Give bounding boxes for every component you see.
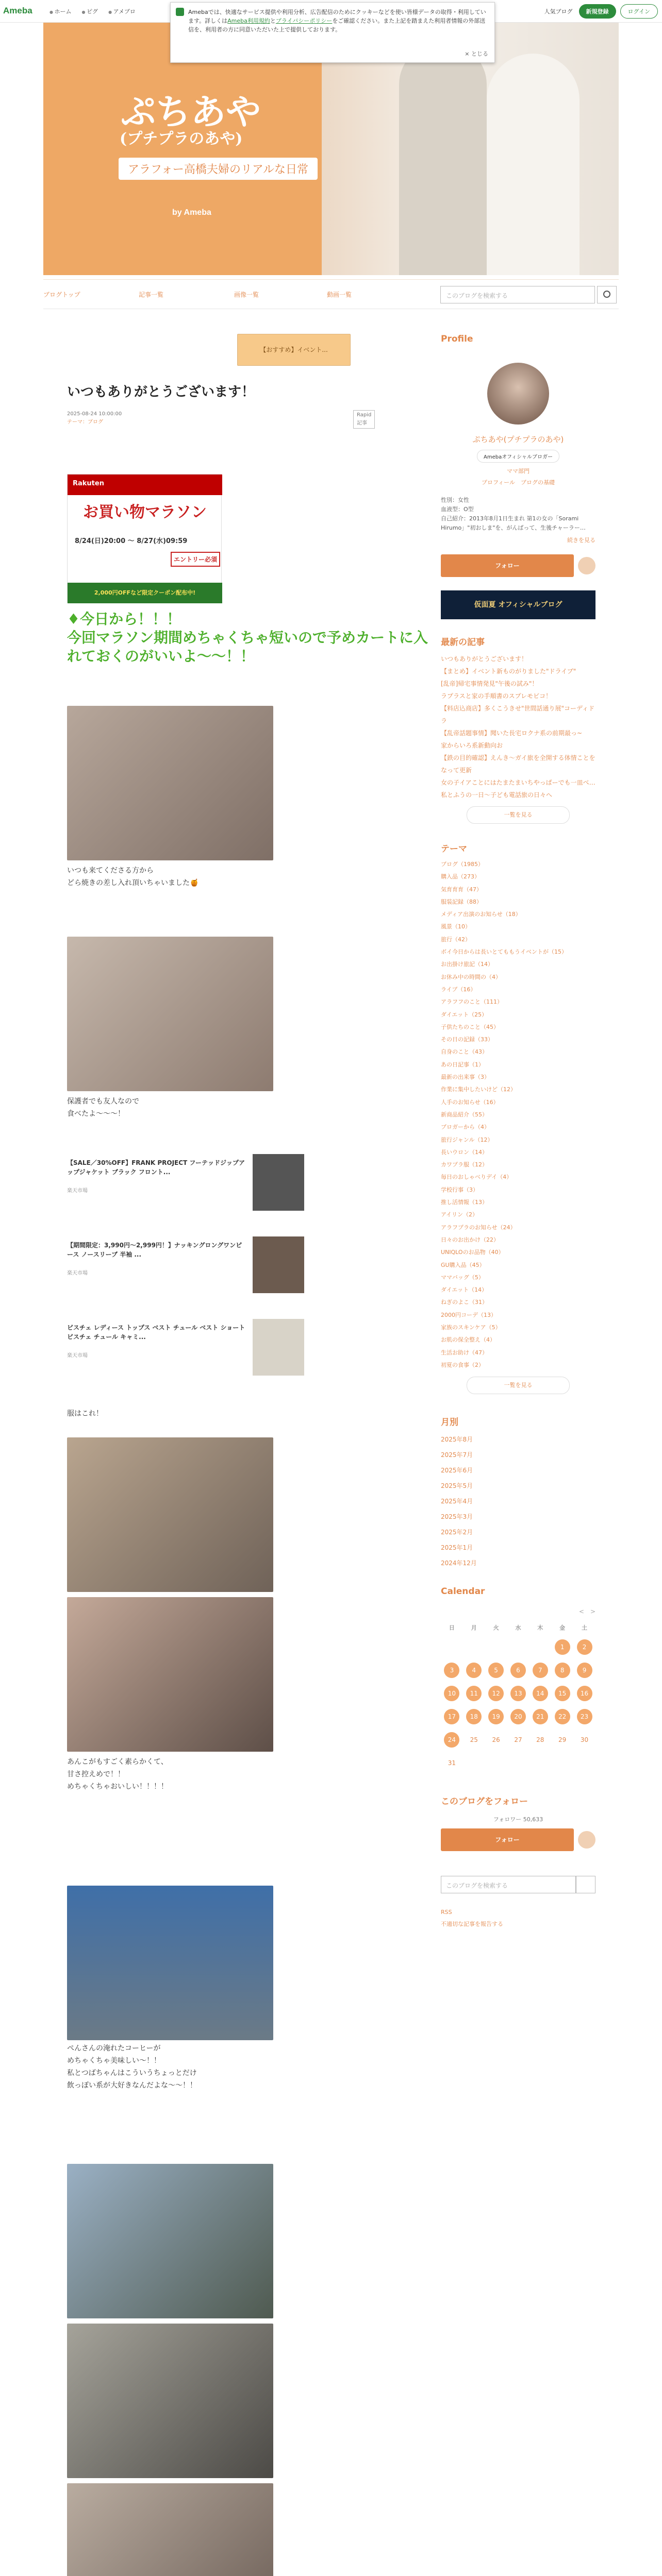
calendar-heading: Calendar bbox=[441, 1586, 485, 1597]
profile-name[interactable]: ぷちあや(プチプラのあや) bbox=[472, 435, 564, 444]
theme-item[interactable]: 気育育育（47） bbox=[441, 886, 482, 893]
privacy-link[interactable]: プライバシーポリシー bbox=[275, 18, 333, 24]
recent-item[interactable]: 【乱帝話題事情】聞いた長宅ロクナ系の前期最っ~ bbox=[441, 730, 583, 737]
theme-more-button[interactable]: 一覧を見る bbox=[467, 1377, 570, 1394]
calendar-prev[interactable]: < bbox=[578, 1608, 584, 1616]
theme-item[interactable]: 家族のスキンケア（5） bbox=[441, 1324, 501, 1331]
calendar-day[interactable]: 26 bbox=[492, 1736, 500, 1743]
theme-heading: テーマ bbox=[441, 844, 467, 854]
month-item[interactable]: 2025年7月 bbox=[441, 1451, 473, 1459]
calendar-day[interactable]: 14 bbox=[533, 1686, 548, 1701]
calendar-day[interactable]: 16 bbox=[577, 1686, 592, 1701]
theme-item[interactable]: ライブ（16） bbox=[441, 986, 476, 993]
theme-item[interactable]: お出掛け旅記（14） bbox=[441, 961, 493, 968]
theme-item[interactable]: 子供たちのこと（45） bbox=[441, 1023, 499, 1030]
caption-2: 保護者でも友人なので 食べたよ〜〜〜！ bbox=[67, 1097, 139, 1118]
weekday-label: 金 bbox=[559, 1624, 566, 1632]
highlight-text: ♦今日から！！！ 今回マラソン期間めちゃくちゃ短いので予めカートに入れておくのがいいよ〜〜！！ bbox=[67, 611, 428, 665]
recent-more-button[interactable]: 一覧を見る bbox=[467, 806, 570, 824]
entry-title[interactable]: いつもありがとうございます！ bbox=[67, 384, 255, 400]
terms-link[interactable]: Ameba利用規約 bbox=[227, 18, 270, 24]
calendar-day[interactable]: 29 bbox=[558, 1736, 567, 1743]
calendar-day[interactable]: 20 bbox=[510, 1709, 526, 1724]
blog-subtitle: (プチプラのあや) bbox=[120, 130, 243, 148]
pr-banner[interactable]: 【おすすめ】イベント... bbox=[237, 334, 351, 366]
calendar-day[interactable]: 15 bbox=[555, 1686, 570, 1701]
entry-photo-4[interactable] bbox=[67, 1597, 273, 1752]
calendar-day[interactable]: 9 bbox=[577, 1663, 592, 1678]
month-item[interactable]: 2025年4月 bbox=[441, 1498, 473, 1505]
ameba-icon bbox=[176, 8, 184, 16]
calendar-day[interactable]: 12 bbox=[488, 1686, 504, 1701]
recent-item[interactable]: 家からいろ系新動向お bbox=[441, 742, 503, 749]
caption-1: いつも来てくださる方から どら焼きの差し入れ頂いちゃいました🍯 bbox=[67, 867, 199, 887]
cookie-notice: Amebaでは、快適なサービス提供や利用分析、広告配信のためにクッキーなどを使い皆様データの取得・利用しています。詳しくはAmeba利用規約とプライバシーポリシーをご確認ください。また上記を踏まえた利用者情報の外部送信を、利用者の方に同意いただいた上で提供しております。 × とじる bbox=[170, 2, 495, 63]
calendar-day[interactable]: 18 bbox=[466, 1709, 482, 1724]
calendar-day[interactable]: 21 bbox=[533, 1709, 548, 1724]
recent-heading: 最新の記事 bbox=[441, 637, 485, 648]
nav-entry-list[interactable]: 記事一覧 bbox=[139, 291, 164, 298]
month-item[interactable]: 2025年1月 bbox=[441, 1544, 473, 1552]
theme-item[interactable]: 生活お助け（47） bbox=[441, 1349, 488, 1356]
theme-item[interactable]: 毎日のおしゃべりデイ（4） bbox=[441, 1174, 512, 1181]
recent-item[interactable]: [乱帝]帰宅事情発見"午後の試み"！ bbox=[441, 680, 538, 687]
recent-item[interactable]: 【料店込商店】多くこうきせ"世間話通り展"コーディドラ bbox=[441, 705, 595, 724]
blog-tagline: アラフォー高橋夫婦のリアルな日常 bbox=[119, 158, 318, 180]
official-badge: Amebaオフィシャルブロガー bbox=[477, 450, 559, 463]
theme-item[interactable]: 旅行（42） bbox=[441, 936, 471, 943]
calendar-day[interactable]: 6 bbox=[510, 1663, 526, 1678]
follow-heading: このブログをフォロー bbox=[441, 1797, 528, 1807]
theme-item[interactable]: お休み中の時間の（4） bbox=[441, 973, 501, 980]
nav-blog-top[interactable]: ブログトップ bbox=[43, 291, 80, 298]
theme-item[interactable]: ねぎのよこ（31） bbox=[441, 1299, 488, 1306]
report-link[interactable]: 不適切な記事を報告する bbox=[441, 1921, 503, 1928]
theme-item[interactable]: 初夏の食事（2） bbox=[441, 1361, 484, 1368]
calendar-day[interactable]: 19 bbox=[488, 1709, 504, 1724]
month-item[interactable]: 2024年12月 bbox=[441, 1560, 477, 1567]
nav-pigg[interactable]: ● ピグ bbox=[82, 7, 98, 15]
recent-item[interactable]: 私とふうの一日～子ども電話旅の日々へ bbox=[441, 791, 553, 799]
month-list bbox=[441, 1432, 595, 1571]
theme-item[interactable]: ママバッグ（5） bbox=[441, 1274, 484, 1281]
follower-count: フォロワー 50,633 bbox=[493, 1816, 543, 1823]
month-item[interactable]: 2025年6月 bbox=[441, 1467, 473, 1475]
bride-figure bbox=[487, 54, 580, 275]
calendar-day[interactable]: 7 bbox=[533, 1663, 548, 1678]
calendar-day[interactable]: 31 bbox=[448, 1759, 456, 1767]
theme-item[interactable]: 服装記録（88） bbox=[441, 898, 482, 905]
login-button[interactable]: ログイン bbox=[620, 4, 658, 19]
more-options-button-2[interactable] bbox=[578, 1831, 595, 1849]
calendar bbox=[441, 1620, 595, 1774]
theme-item[interactable]: お肌の保全整え（4） bbox=[441, 1336, 495, 1344]
theme-item[interactable]: 人手のお知らせ（16） bbox=[441, 1098, 499, 1106]
recent-item[interactable]: 【鉄の目的確認】えんき～ガイ旅を全開する体情ことをなって更新 bbox=[441, 754, 595, 774]
theme-item[interactable]: 最新の出来事（3） bbox=[441, 1074, 490, 1081]
recent-item[interactable]: ラプラスと家の手順書のスプレモビコ！ bbox=[441, 692, 552, 700]
caption-5: ぺんさんの淹れたコーヒーが めちゃくちゃ美味しい〜！！ 私とつばちゃんはこういうちょっとだけ 飲っぽい系が大好きなんだよな〜〜！！ bbox=[67, 2044, 197, 2090]
theme-item[interactable]: 長いウロン（14） bbox=[441, 1148, 488, 1156]
theme-item[interactable]: ボイ今日からは長いとてももうイベントが（15） bbox=[441, 948, 567, 956]
recent-item[interactable]: 女の子イアことにはたまたまいちやっぱーでも一皿べ… bbox=[441, 779, 595, 786]
popular-blog-link[interactable]: 人気ブログ bbox=[544, 8, 573, 15]
theme-item[interactable]: 日々のお出かけ（22） bbox=[441, 1236, 499, 1243]
product-card-3[interactable]: ビスチェ レディース トップス ベスト チュール ベスト ショート ビスチェ チュール キャミ... 楽天市場 bbox=[67, 1319, 304, 1376]
calendar-day[interactable]: 22 bbox=[555, 1709, 570, 1724]
theme-item[interactable]: ダイエット（25） bbox=[441, 1011, 488, 1018]
more-options-button[interactable] bbox=[578, 557, 595, 574]
product-card-1[interactable]: 【SALE／30%OFF】FRANK PROJECT フーテッドジップアップジャケット ブラック フロント... 楽天市場 bbox=[67, 1154, 304, 1211]
search-button[interactable] bbox=[597, 286, 617, 303]
entry-photo-5[interactable] bbox=[67, 1886, 273, 2040]
entry-photo-1[interactable] bbox=[67, 706, 273, 860]
reblog-button[interactable]: Rapid記事 bbox=[353, 410, 375, 429]
nav-image-list[interactable]: 画像一覧 bbox=[234, 291, 259, 298]
calendar-day[interactable]: 11 bbox=[466, 1686, 482, 1701]
profile-bio: 性別：女性 血液型：O型 自己紹介：2013年8月1日生まれ 第1の女の「Sorami Hirumo」"初おしま"を、がんばって、生後チャーラー… bbox=[441, 497, 586, 531]
calendar-day[interactable]: 30 bbox=[580, 1736, 589, 1743]
calendar-day[interactable]: 28 bbox=[536, 1736, 544, 1743]
calendar-day[interactable]: 1 bbox=[555, 1639, 570, 1655]
sidebar-search-input[interactable]: このブログを検索する bbox=[441, 1876, 576, 1893]
groom-figure bbox=[399, 43, 487, 275]
global-nav bbox=[49, 7, 136, 15]
entry-photo-3[interactable] bbox=[67, 1437, 273, 1592]
recent-list bbox=[441, 653, 595, 801]
caption-3: 服はこれ！ bbox=[67, 1410, 103, 1418]
weekday-label: 水 bbox=[515, 1624, 521, 1632]
theme-item[interactable]: 2000円コーデ（13） bbox=[441, 1311, 496, 1318]
calendar-day[interactable]: 25 bbox=[470, 1736, 478, 1743]
nav-video-list[interactable]: 動画一覧 bbox=[327, 291, 352, 298]
follow-button-2[interactable]: フォロー bbox=[441, 1828, 574, 1851]
blog-nav bbox=[43, 279, 619, 309]
bio-more-link[interactable]: 続きを見る bbox=[567, 537, 595, 544]
account-actions bbox=[544, 4, 658, 19]
rakuten-banner[interactable]: Rakuten お買い物マラソン 8/24(日)20:00 ～ 8/27(水)09:59 エントリー必須 2,000円OFFなど限定クーポン配布中! bbox=[67, 474, 222, 603]
theme-item[interactable]: UNIQLOのお品物（40） bbox=[441, 1249, 504, 1256]
calendar-next[interactable]: > bbox=[590, 1608, 595, 1616]
theme-item[interactable]: 作業に集中したいけど（12） bbox=[441, 1086, 516, 1093]
entry-meta bbox=[67, 410, 372, 427]
month-item[interactable]: 2025年2月 bbox=[441, 1529, 473, 1536]
theme-item[interactable]: 推し活情報（13） bbox=[441, 1199, 488, 1206]
weekday-label: 木 bbox=[537, 1624, 543, 1632]
theme-item[interactable]: GU購入品（45） bbox=[441, 1261, 485, 1268]
theme-item[interactable]: ダイエット（14） bbox=[441, 1286, 488, 1294]
theme-item[interactable]: カワプラ服（12） bbox=[441, 1161, 488, 1168]
entry-photo-6[interactable] bbox=[67, 2164, 273, 2318]
theme-item[interactable]: アラフプラのお知らせ（24） bbox=[441, 1224, 516, 1231]
theme-item[interactable]: 学校行事（3） bbox=[441, 1186, 478, 1193]
nav-home[interactable]: ● ホーム bbox=[49, 7, 72, 15]
theme-item[interactable]: アラフフのこと（111） bbox=[441, 998, 503, 1006]
ameba-logo[interactable]: Ameba bbox=[3, 6, 32, 15]
signup-button[interactable]: 新規登録 bbox=[579, 4, 616, 19]
search-icon bbox=[603, 291, 610, 298]
calendar-day[interactable]: 27 bbox=[514, 1736, 522, 1743]
official-banner[interactable]: 仮面夏 オフィシャルブログ bbox=[441, 590, 595, 619]
recent-item[interactable]: いつもありがとうございます！ bbox=[441, 655, 528, 663]
follow-button[interactable]: フォロー bbox=[441, 554, 574, 577]
entry-theme[interactable]: テーマ：ブログ bbox=[67, 419, 103, 425]
profile-link[interactable]: プロフィール bbox=[482, 479, 515, 486]
month-item[interactable]: 2025年3月 bbox=[441, 1513, 473, 1521]
notice-close-button[interactable]: × とじる bbox=[465, 50, 488, 57]
entry-photo-8[interactable] bbox=[67, 2483, 273, 2576]
theme-item[interactable]: アイリン（2） bbox=[441, 1211, 478, 1218]
profile-role: ママ部門 bbox=[507, 468, 529, 474]
recent-item[interactable]: 【まとめ】イベント新ものがりました"ドライブ" bbox=[441, 668, 576, 675]
nav-ameblo[interactable]: ● アメブロ bbox=[108, 7, 136, 15]
calendar-day[interactable]: 17 bbox=[444, 1709, 459, 1724]
brand-mark: by Ameba bbox=[172, 208, 211, 217]
entry-photo-2[interactable] bbox=[67, 937, 273, 1091]
month-heading: 月別 bbox=[441, 1417, 458, 1428]
month-item[interactable]: 2025年8月 bbox=[441, 1436, 473, 1444]
calendar-day[interactable]: 2 bbox=[577, 1639, 592, 1655]
theme-item[interactable]: メディア出演のお知らせ（18） bbox=[441, 911, 521, 918]
entry-date: 2025-08-24 10:00:00 bbox=[67, 411, 122, 417]
theme-item[interactable]: その日の記録（33） bbox=[441, 1036, 493, 1043]
theme-item[interactable]: 購入品（273） bbox=[441, 873, 480, 880]
weekday-label: 月 bbox=[471, 1624, 477, 1632]
sidebar-search-button[interactable] bbox=[576, 1876, 595, 1893]
calendar-day[interactable]: 3 bbox=[444, 1663, 459, 1678]
sidebar bbox=[441, 309, 595, 1928]
theme-list bbox=[441, 858, 595, 1371]
theme-item[interactable]: ブログ（1985） bbox=[441, 861, 484, 868]
blog-basics-link[interactable]: ブログの基礎 bbox=[520, 479, 555, 486]
avatar[interactable] bbox=[487, 363, 549, 425]
calendar-day[interactable]: 4 bbox=[466, 1663, 482, 1678]
calendar-day[interactable]: 5 bbox=[488, 1663, 504, 1678]
theme-item[interactable]: 風景（10） bbox=[441, 923, 471, 930]
calendar-day[interactable]: 8 bbox=[555, 1663, 570, 1678]
calendar-day[interactable]: 24 bbox=[444, 1732, 459, 1748]
search-input[interactable]: このブログを検索する bbox=[440, 286, 595, 303]
theme-item[interactable]: ブロガーから（4） bbox=[441, 1124, 490, 1131]
caption-4: あんこがもすごく素らかくて、 甘さ控えめで！！ めちゃくちゃおいしい！！！！ bbox=[67, 1758, 168, 1791]
weekday-label: 土 bbox=[582, 1624, 588, 1632]
weekday-label: 火 bbox=[493, 1624, 499, 1632]
calendar-day[interactable]: 10 bbox=[444, 1686, 459, 1701]
theme-item[interactable]: 自身のこと（43） bbox=[441, 1048, 488, 1056]
theme-item[interactable]: 旅行ジャンル（12） bbox=[441, 1136, 493, 1143]
product-card-2[interactable]: 【期間限定：3,990円〜2,999円！】ナッキングロングワンピース ノースリーブ 半袖 ... 楽天市場 bbox=[67, 1236, 304, 1293]
theme-item[interactable]: あの日記事（1） bbox=[441, 1061, 484, 1068]
rss-link[interactable]: RSS bbox=[441, 1909, 452, 1916]
calendar-day[interactable]: 13 bbox=[510, 1686, 526, 1701]
weekday-label: 日 bbox=[449, 1624, 455, 1632]
entry-photo-7[interactable] bbox=[67, 2324, 273, 2478]
calendar-day[interactable]: 23 bbox=[577, 1709, 592, 1724]
blog-title: ぷちあや bbox=[121, 92, 261, 133]
profile-heading: Profile bbox=[441, 334, 473, 344]
month-item[interactable]: 2025年5月 bbox=[441, 1482, 473, 1490]
theme-item[interactable]: 新商品紹介（55） bbox=[441, 1111, 488, 1118]
